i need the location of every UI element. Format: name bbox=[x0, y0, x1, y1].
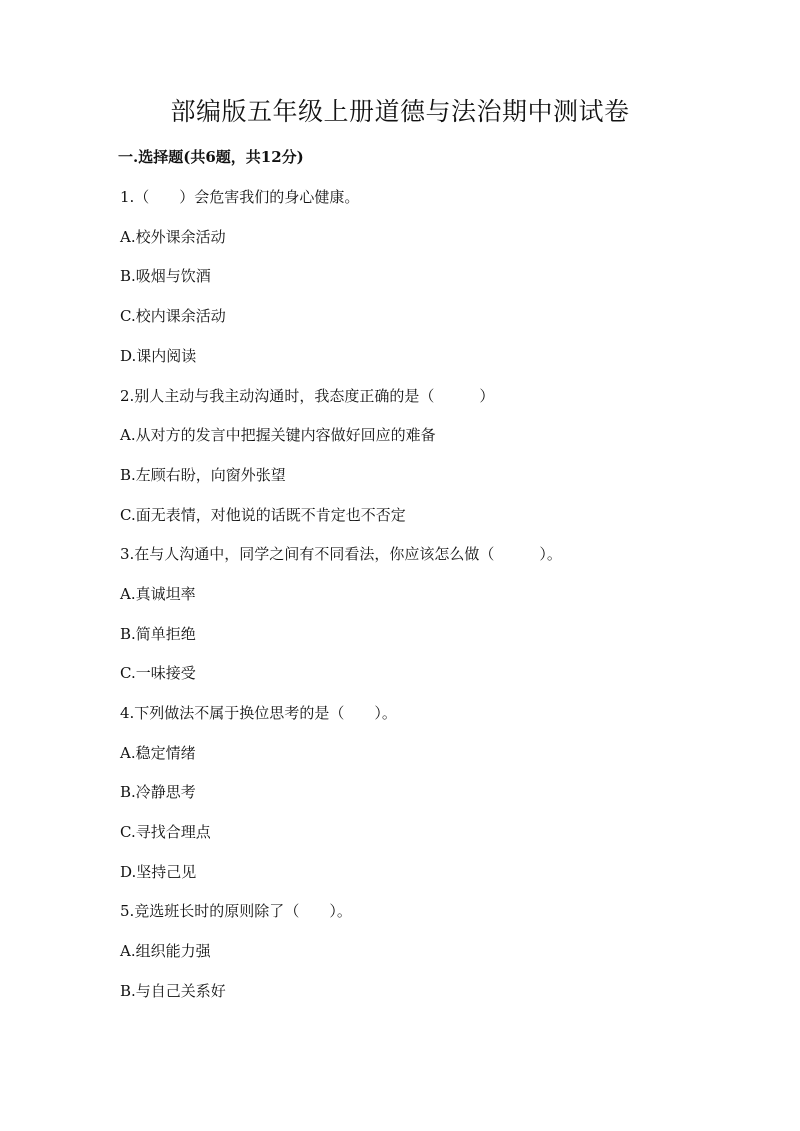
question-4-option-a: A.稳定情绪 bbox=[120, 744, 196, 762]
question-4-option-b: B.冷静思考 bbox=[120, 783, 196, 801]
question-1: 1.（ ）会危害我们的身心健康。 bbox=[120, 188, 360, 206]
question-4: 4.下列做法不属于换位思考的是（ ）。 bbox=[120, 704, 397, 722]
question-1-option-b: B.吸烟与饮酒 bbox=[120, 267, 211, 285]
question-4-option-c: C.寻找合理点 bbox=[120, 823, 211, 841]
question-2-option-b: B.左顾右盼，向窗外张望 bbox=[120, 466, 286, 484]
section-heading: 一.选择题(共6题，共12分) bbox=[118, 148, 304, 166]
question-3-option-c: C.一味接受 bbox=[120, 664, 196, 682]
question-3-option-b: B.简单拒绝 bbox=[120, 625, 196, 643]
page-title: 部编版五年级上册道德与法治期中测试卷 bbox=[170, 97, 630, 126]
question-1-option-a: A.校外课余活动 bbox=[120, 228, 226, 246]
question-1-option-c: C.校内课余活动 bbox=[120, 307, 226, 325]
question-5-option-a: A.组织能力强 bbox=[120, 942, 211, 960]
question-2-option-c: C.面无表情，对他说的话既不肯定也不否定 bbox=[120, 506, 406, 524]
question-2: 2.别人主动与我主动沟通时，我态度正确的是（ ） bbox=[120, 387, 495, 405]
question-5-option-b: B.与自己关系好 bbox=[120, 982, 226, 1000]
question-3: 3.在与人沟通中，同学之间有不同看法，你应该怎么做（ ）。 bbox=[120, 545, 562, 563]
question-4-option-d: D.坚持己见 bbox=[120, 863, 197, 881]
question-2-option-a: A.从对方的发言中把握关键内容做好回应的难备 bbox=[120, 426, 436, 444]
question-3-option-a: A.真诚坦率 bbox=[120, 585, 196, 603]
question-1-option-d: D.课内阅读 bbox=[120, 347, 197, 365]
question-5: 5.竞选班长时的原则除了（ ）。 bbox=[120, 902, 352, 920]
